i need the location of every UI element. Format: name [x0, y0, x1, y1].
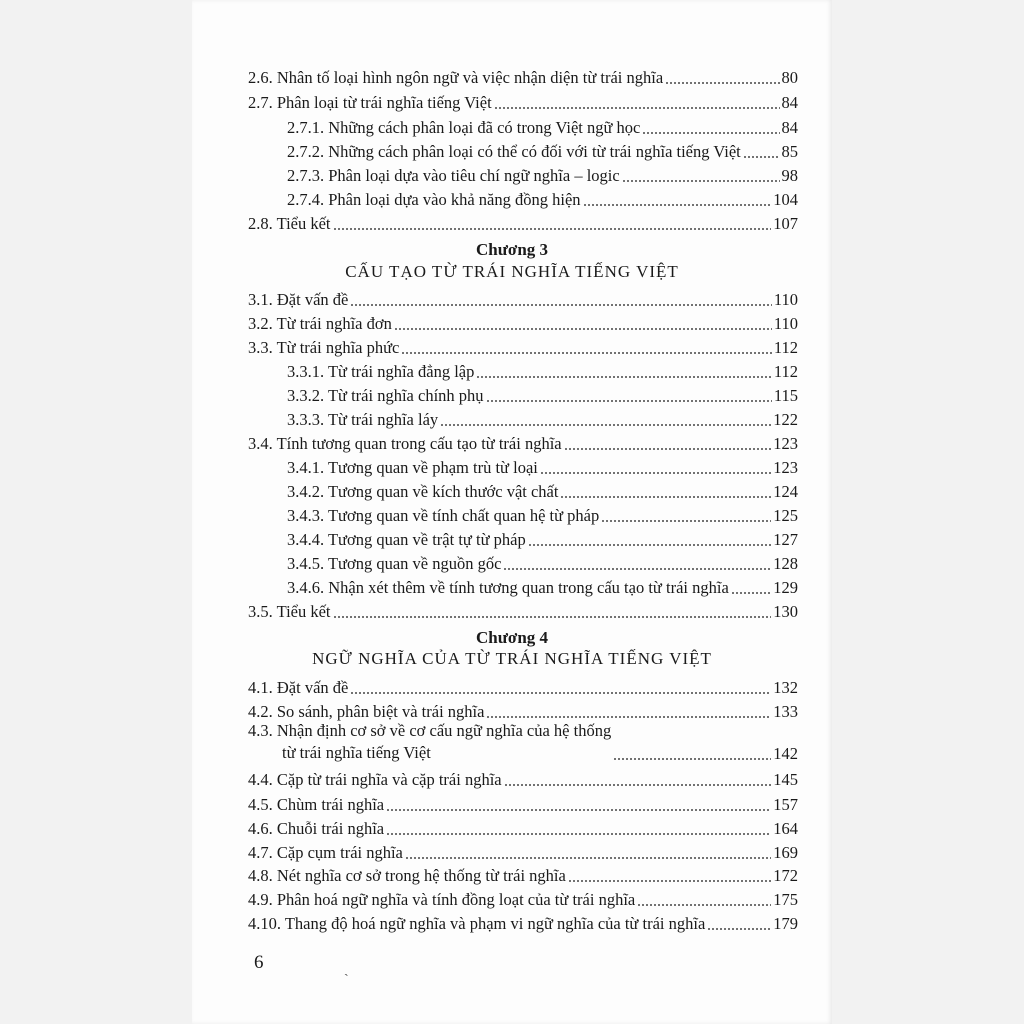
entry-title: Từ trái nghĩa đẳng lập — [327, 362, 475, 381]
entry-title: Tương quan về tính chất quan hệ từ pháp — [327, 506, 600, 525]
entry-page: 169 — [773, 843, 798, 862]
entry-page: 84 — [781, 118, 798, 137]
entry-number: 4.3. — [248, 721, 273, 740]
entry-title: Phân hoá ngữ nghĩa và tính đồng loạt của từ trái nghĩa — [276, 890, 636, 909]
entry-number: 3.5. — [248, 602, 273, 621]
dot-leader — [386, 809, 771, 811]
dot-leader — [564, 448, 772, 450]
dot-leader — [503, 568, 771, 570]
entry-title: Nhân tố loại hình ngôn ngữ và việc nhận diện từ trái nghĩa — [276, 68, 664, 87]
dot-leader — [642, 132, 779, 134]
entry-page: 104 — [773, 190, 798, 209]
entry-number: 3.1. — [248, 290, 273, 309]
dot-leader — [707, 928, 771, 930]
entry-number: 3.3.3. — [287, 410, 325, 429]
entry-page: 84 — [781, 93, 798, 112]
dot-leader — [540, 472, 771, 474]
dot-leader — [486, 400, 772, 402]
entry-title: Thang độ hoá ngữ nghĩa và phạm vi ngữ nghĩa của từ trái nghĩa — [284, 914, 706, 933]
entry-number: 3.4.1. — [287, 458, 325, 477]
dot-leader — [333, 228, 772, 230]
toc-entry — [248, 791, 798, 815]
toc-entry — [287, 478, 798, 502]
dot-leader — [637, 904, 771, 906]
entry-number: 2.7.1. — [287, 118, 325, 137]
entry-title: Cặp cụm trái nghĩa — [276, 843, 403, 862]
entry-number: 2.7.2. — [287, 142, 325, 161]
entry-title: Phân loại dựa vào tiêu chí ngữ nghĩa – logic — [328, 166, 620, 185]
toc-entry — [287, 138, 798, 162]
chapter-4-label: Chương 4 — [475, 628, 549, 647]
toc-entry — [248, 674, 798, 698]
entry-title: Từ trái nghĩa láy — [327, 410, 439, 429]
toc-entry — [287, 454, 798, 478]
toc-entry — [287, 358, 798, 382]
entry-page: 85 — [781, 142, 798, 161]
toc-entry — [248, 64, 798, 88]
entry-number: 4.6. — [248, 819, 273, 838]
entry-page: 107 — [773, 214, 798, 233]
toc-entry — [248, 720, 798, 764]
toc-entry — [287, 406, 798, 430]
entry-number: 4.10. — [248, 914, 281, 933]
entry-number: 3.4.2. — [287, 482, 325, 501]
entry-title: Tiểu kết — [276, 214, 331, 233]
dot-leader — [583, 204, 772, 206]
entry-page: 112 — [773, 338, 798, 357]
chapter-3-label: Chương 3 — [475, 240, 549, 259]
entry-title: Chùm trái nghĩa — [276, 795, 385, 814]
entry-page: 123 — [773, 434, 798, 453]
entry-page: 133 — [773, 702, 798, 721]
book-page — [192, 0, 832, 1024]
dot-leader — [401, 352, 771, 354]
toc-entry — [287, 526, 798, 550]
entry-page: 125 — [773, 506, 798, 525]
entry-page: 179 — [773, 914, 798, 933]
entry-page: 112 — [773, 362, 798, 381]
entry-page: 175 — [773, 890, 798, 909]
entry-number: 3.3.2. — [287, 386, 325, 405]
entry-page: 128 — [773, 554, 798, 573]
entry-page: 124 — [773, 482, 798, 501]
entry-number: 3.4.3. — [287, 506, 325, 525]
entry-title: Cặp từ trái nghĩa và cặp trái nghĩa — [276, 770, 502, 789]
entry-number: 4.5. — [248, 795, 273, 814]
toc-entry — [248, 886, 798, 910]
toc-entry — [287, 162, 798, 186]
entry-page: 172 — [773, 866, 798, 885]
entry-title: So sánh, phân biệt và trái nghĩa — [276, 702, 485, 721]
entry-title: Tiểu kết — [276, 602, 331, 621]
toc-entry — [287, 502, 798, 526]
entry-number: 4.7. — [248, 843, 273, 862]
entry-title: Phân loại từ trái nghĩa tiếng Việt — [276, 93, 492, 112]
entry-title: Chuỗi trái nghĩa — [276, 819, 385, 838]
dot-leader — [601, 520, 771, 522]
entry-title: Tương quan về phạm trù từ loại — [327, 458, 538, 477]
chapter-3-title: CẤU TẠO TỪ TRÁI NGHĨA TIẾNG VIỆT — [345, 262, 679, 281]
entry-number: 2.6. — [248, 68, 273, 87]
toc-entry — [287, 382, 798, 406]
entry-title: Đặt vấn đề — [276, 290, 349, 309]
toc-entry — [248, 430, 798, 454]
dot-leader — [494, 107, 780, 109]
entry-page: 98 — [781, 166, 798, 185]
entry-title: Những cách phân loại đã có trong Việt ngữ học — [328, 118, 641, 137]
entry-title: Tương quan về kích thước vật chất — [327, 482, 559, 501]
entry-page: 115 — [773, 386, 798, 405]
toc-entry — [248, 334, 798, 358]
entry-title: Những cách phân loại có thể có đối với từ trái nghĩa tiếng Việt — [328, 142, 741, 161]
entry-number: 2.7.4. — [287, 190, 325, 209]
toc-entry — [248, 286, 798, 310]
toc-entry — [248, 698, 798, 722]
entry-number: 4.4. — [248, 770, 273, 789]
entry-page: 123 — [773, 458, 798, 477]
entry-title: Tính tương quan trong cấu tạo từ trái nghĩa — [276, 434, 562, 453]
entry-page: 129 — [773, 578, 798, 597]
toc-entry — [248, 839, 798, 863]
entry-number: 2.7.3. — [287, 166, 325, 185]
entry-page: 142 — [773, 744, 798, 763]
entry-number: 4.8. — [248, 866, 273, 885]
toc-entry — [248, 766, 798, 790]
dot-leader — [405, 857, 771, 859]
dot-leader — [440, 424, 771, 426]
dot-leader — [622, 180, 780, 182]
toc-entry — [248, 310, 798, 334]
dot-leader — [560, 496, 771, 498]
dot-leader — [486, 716, 771, 718]
dot-leader — [350, 692, 771, 694]
dot-leader — [350, 304, 772, 306]
entry-number: 4.2. — [248, 702, 273, 721]
dot-leader — [528, 544, 772, 546]
entry-title: Từ trái nghĩa phức — [276, 338, 400, 357]
entry-number: 3.2. — [248, 314, 273, 333]
entry-page: 122 — [773, 410, 798, 429]
entry-page: 110 — [773, 314, 798, 333]
dot-leader — [568, 880, 771, 882]
toc-entry — [287, 574, 798, 598]
entry-page: 157 — [773, 795, 798, 814]
dot-leader — [613, 758, 771, 760]
entry-page: 132 — [773, 678, 798, 697]
entry-page: 164 — [773, 819, 798, 838]
entry-title: Nhận định cơ sở về cơ cấu ngữ nghĩa của hệ thống — [276, 721, 612, 740]
dot-leader — [731, 592, 771, 594]
toc-entry — [287, 114, 798, 138]
toc-entry — [248, 862, 798, 886]
entry-title: Nhận xét thêm về tính tương quan trong cấu tạo từ trái nghĩa — [328, 578, 729, 597]
entry-title: Tương quan về nguồn gốc — [327, 554, 502, 573]
entry-number: 3.4.5. — [287, 554, 325, 573]
entry-number: 3.4. — [248, 434, 273, 453]
toc-entry — [248, 598, 798, 622]
toc-entry — [248, 815, 798, 839]
entry-page: 130 — [773, 602, 798, 621]
entry-number: 3.4.6. — [287, 578, 325, 597]
dot-leader — [665, 82, 779, 84]
entry-title: Nét nghĩa cơ sở trong hệ thống từ trái nghĩa — [276, 866, 566, 885]
entry-number: 4.9. — [248, 890, 273, 909]
entry-title: Đặt vấn đề — [276, 678, 349, 697]
dot-leader — [743, 156, 780, 158]
entry-page: 127 — [773, 530, 798, 549]
entry-title: Tương quan về trật tự từ pháp — [327, 530, 526, 549]
entry-page: 145 — [773, 770, 798, 789]
entry-title: Từ trái nghĩa đơn — [276, 314, 392, 333]
dot-leader — [476, 376, 772, 378]
dot-leader — [386, 833, 771, 835]
entry-page: 110 — [773, 290, 798, 309]
dot-leader — [394, 328, 772, 330]
chapter-4-title: NGỮ NGHĨA CỦA TỪ TRÁI NGHĨA TIẾNG VIỆT — [312, 649, 712, 668]
toc-entry — [248, 210, 798, 234]
toc-entry — [248, 910, 798, 934]
entry-number: 4.1. — [248, 678, 273, 697]
entry-number: 2.8. — [248, 214, 273, 233]
entry-title: Từ trái nghĩa chính phụ — [327, 386, 484, 405]
toc-entry — [287, 186, 798, 210]
dot-leader — [333, 616, 772, 618]
stray-mark: ˎ — [344, 962, 349, 977]
entry-number: 3.3.1. — [287, 362, 325, 381]
entry-title-line2: từ trái nghĩa tiếng Việt — [282, 743, 431, 762]
entry-number: 3.4.4. — [287, 530, 325, 549]
page-number: 6 — [254, 952, 264, 973]
entry-title: Phân loại dựa vào khả năng đồng hiện — [328, 190, 581, 209]
entry-page: 80 — [781, 68, 798, 87]
dot-leader — [504, 784, 772, 786]
entry-number: 3.3. — [248, 338, 273, 357]
toc-entry — [248, 89, 798, 113]
entry-number: 2.7. — [248, 93, 273, 112]
toc-entry — [287, 550, 798, 574]
